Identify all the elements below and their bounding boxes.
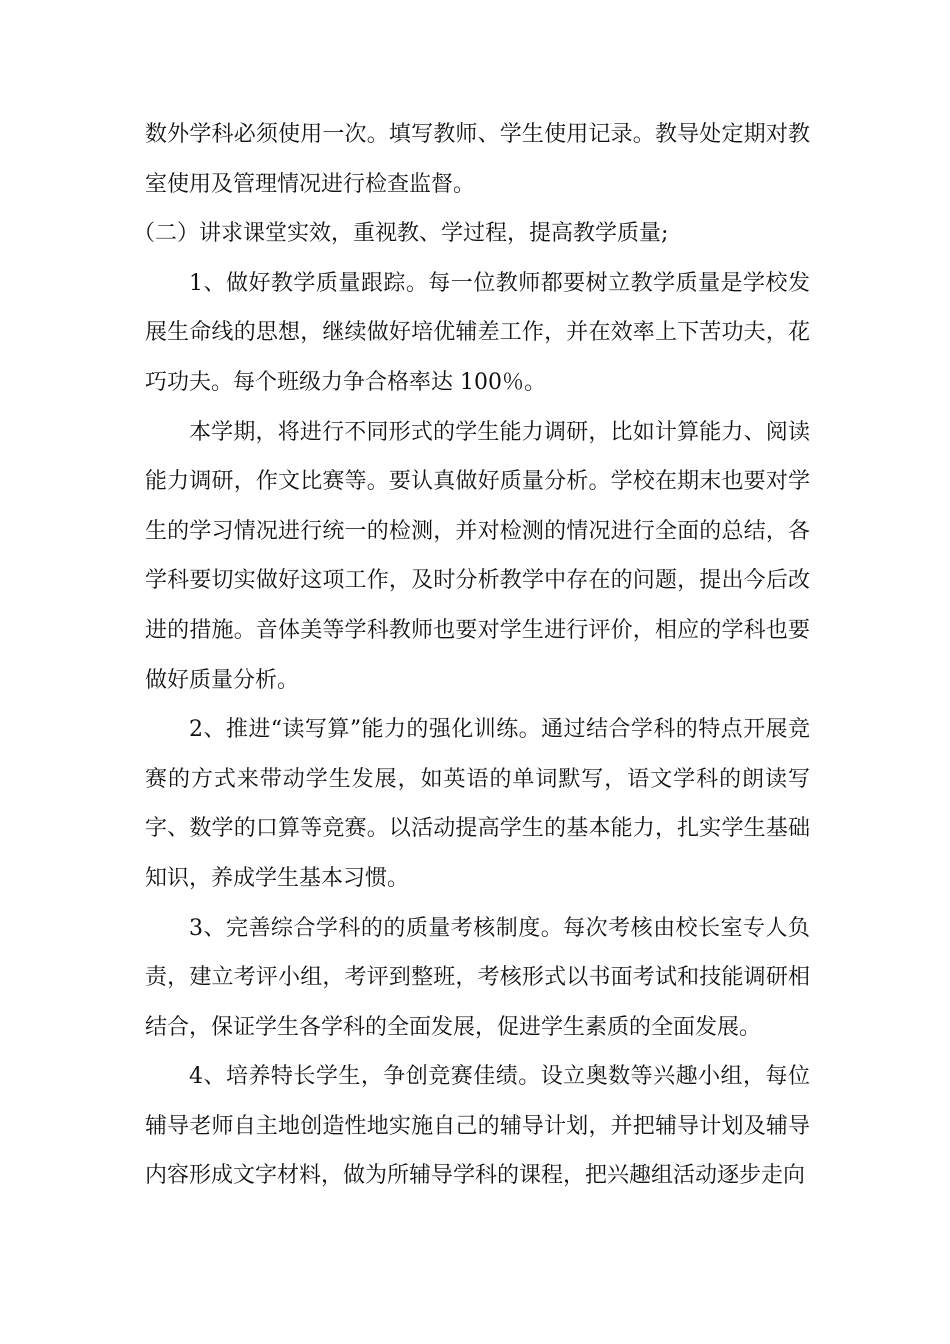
paragraph-item-2: 2、推进“读写算”能力的强化训练。通过结合学科的特点开展竞赛的方式来带动学生发展，如英语的单词默写，语文学科的朗读写字、数学的口算等竞赛。以活动提高学生的基本能力，扎实学生基础知识，养成学生基本习惯。	[145, 717, 810, 891]
paragraph-item-3: 3、完善综合学科的的质量考核制度。每次考核由校长室专人负责，建立考评小组，考评到整班，考核形式以书面考试和技能调研相结合，保证学生各学科的全面发展，促进学生素质的全面发展。	[145, 915, 810, 1040]
paragraph-item-4: 4、培养特长学生，争创竞赛佳绩。设立奥数等兴趣小组，每位辅导老师自主地创造性地实施自己的辅导计划，并把辅导计划及辅导内容形成文字材料，做为所辅导学科的课程，把兴趣组活动逐步走向	[145, 1064, 810, 1189]
document-body	[133, 110, 810, 1201]
section-heading: （二）讲求课堂实效，重视教、学过程，提高教学质量;	[133, 221, 669, 247]
paragraph-semester-research: 本学期，将进行不同形式的学生能力调研，比如计算能力、阅读能力调研，作文比赛等。要认真做好质量分析。学校在期末也要对学生的学习情况进行统一的检测，并对检测的情况进行全面的总结，各学科要切实做好这项工作，及时分析教学中存在的问题，提出今后改进的措施。音体美等学科教师也要对学生进行评价，相应的学科也要做好质量分析。	[145, 419, 810, 693]
paragraph-item-1: 1、做好教学质量跟踪。每一位教师都要树立教学质量是学校发展生命线的思想，继续做好培优辅差工作，并在效率上下苦功夫，花巧功夫。每个班级力争合格率达 100％。	[145, 270, 810, 395]
paragraph-continuation: 数外学科必须使用一次。填写教师、学生使用记录。教导处定期对教室使用及管理情况进行检查监督。	[145, 122, 810, 197]
